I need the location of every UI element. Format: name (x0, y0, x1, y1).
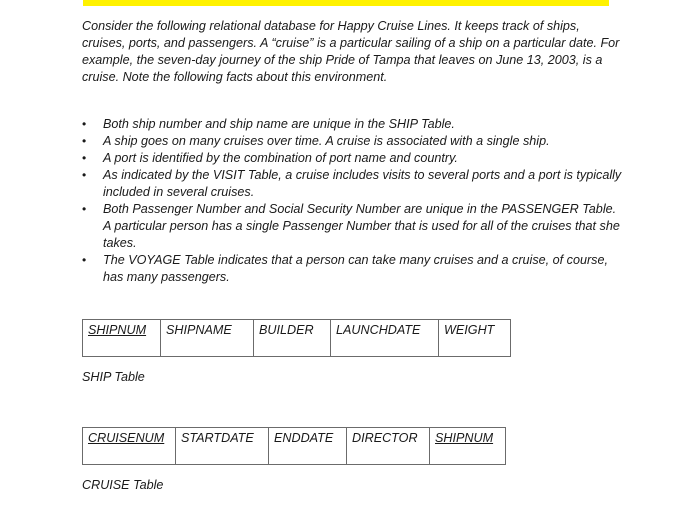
ship-col-weight: WEIGHT (439, 320, 511, 357)
ship-col-launchdate: LAUNCHDATE (331, 320, 439, 357)
highlight-bar (83, 0, 609, 6)
ship-col-shipname: SHIPNAME (161, 320, 254, 357)
list-item: • Both ship number and ship name are unique in the SHIP Table. (82, 116, 622, 133)
cruise-col-director: DIRECTOR (347, 428, 430, 465)
ship-table (82, 319, 511, 357)
ship-col-builder: BUILDER (254, 320, 331, 357)
cruise-table-caption: CRUISE Table (82, 478, 164, 492)
document-body (82, 18, 622, 286)
cruise-col-startdate: STARTDATE (176, 428, 269, 465)
list-item: • The VOYAGE Table indicates that a person can take many cruises and a cruise, of course, has many passengers. (82, 252, 622, 286)
list-item: • A ship goes on many cruises over time. A cruise is associated with a single ship. (82, 133, 622, 150)
facts-list (82, 116, 622, 286)
list-item: • As indicated by the VISIT Table, a cruise includes visits to several ports and a port is typically included in several cruises. (82, 167, 622, 201)
intro-paragraph: Consider the following relational database for Happy Cruise Lines. It keeps track of ships, cruises, ports, and passengers. A “cruise” is a particular sailing of a ship on a particular date. For example, the seven-day journey of the ship Pride of Tampa that leaves on June 13, 2003, is a cruise. Note the following facts about this environment. (82, 19, 620, 84)
cruise-col-shipnum: SHIPNUM (430, 428, 506, 465)
cruise-col-enddate: ENDDATE (269, 428, 347, 465)
ship-table-caption: SHIP Table (82, 370, 145, 384)
list-item: • A port is identified by the combination of port name and country. (82, 150, 622, 167)
cruise-col-cruisenum: CRUISENUM (83, 428, 176, 465)
cruise-table (82, 427, 506, 465)
list-item: • Both Passenger Number and Social Security Number are unique in the PASSENGER Table. A particular person has a single Passenger Number that is used for all of the cruises that she takes. (82, 201, 622, 252)
table-row (83, 320, 511, 357)
table-row (83, 428, 506, 465)
ship-col-shipnum: SHIPNUM (83, 320, 161, 357)
